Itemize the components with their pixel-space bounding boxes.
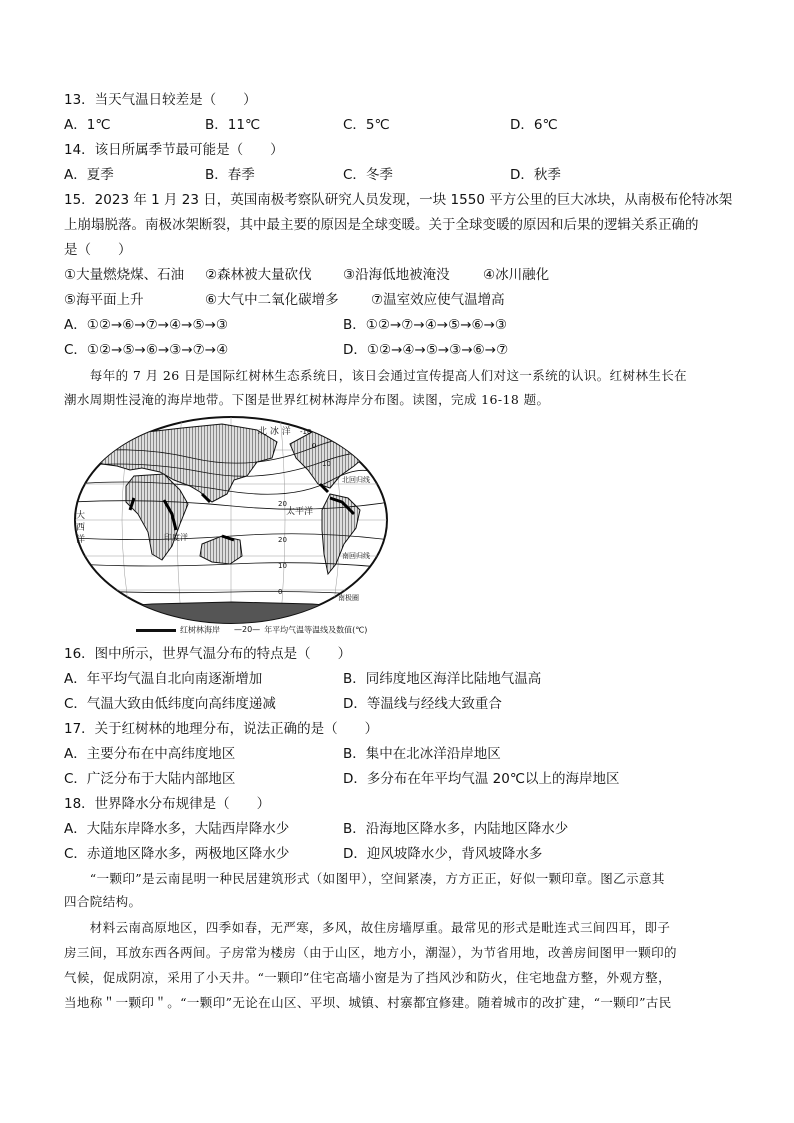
q15-item-5: ⑤海平面上升 xyxy=(64,292,144,308)
label-antarctic-circle: 南极圈 xyxy=(338,594,359,602)
isotherm-value: 0 xyxy=(312,442,317,450)
q17-stem: 17．关于红树林的地理分布，说法正确的是（ ） xyxy=(64,721,379,737)
q15-option-b: B．①②→⑦→④→⑤→⑥→③ xyxy=(343,317,508,333)
world-map-svg xyxy=(72,414,390,626)
q17-option-c: C．广泛分布于大陆内部地区 xyxy=(64,771,236,787)
q13-option-b: B．11℃ xyxy=(205,117,261,133)
label-pacific-ocean: 太平洋 xyxy=(286,507,314,517)
q15-stem-line-2: 上崩塌脱落。南极冰架断裂，其中最主要的原因是全球变暖。关于全球变暖的原因和后果的逻辑关系正确的 xyxy=(64,217,699,233)
legend-isotherm-sample: —20— xyxy=(234,625,261,634)
q18-option-c: C．赤道地区降水多，两极地区降水少 xyxy=(64,846,290,862)
isotherm-value: 0 xyxy=(278,588,283,596)
map-legend xyxy=(136,624,367,637)
q15-item-3: ③沿海低地被淹没 xyxy=(343,267,450,283)
q16-stem: 16．图中所示，世界气温分布的特点是（ ） xyxy=(64,646,352,662)
isotherm-value: 20 xyxy=(278,536,287,544)
mangrove-intro-line-2: 潮水周期性浸淹的海岸地带。下图是世界红树林海岸分布图。读图，完成 16-18 题。 xyxy=(64,392,550,407)
q15-option-c: C．①②→⑤→⑥→③→⑦→④ xyxy=(64,342,229,358)
q18-option-b: B．沿海地区降水多，内陆地区降水少 xyxy=(343,821,569,837)
material-line-2: 房三间，耳放东西各两间。子房常为楼房（由于山区，地方小，潮湿），为节省用地，改善房间图甲一颗印的 xyxy=(64,945,677,960)
material-line-4: 当地称＂一颗印＂。“一颗印”无论在山区、平坝、城镇、村寨都宜修建。随着城市的改扩建，“一颗印”古民 xyxy=(64,995,672,1010)
q16-option-b: B．同纬度地区海洋比陆地气温高 xyxy=(343,671,542,687)
q15-stem-line-1: 15．2023 年 1 月 23 日，英国南极考察队研究人员发现，一块 1550 平方公里的巨大冰块，从南极布伦特冰架 xyxy=(64,192,733,208)
label-indian-ocean: 印度洋 xyxy=(164,533,188,542)
label-atlantic-3: 洋 xyxy=(76,535,86,545)
label-atlantic-1: 大 xyxy=(76,511,86,521)
mangrove-world-map xyxy=(72,414,390,638)
q15-item-4: ④冰川融化 xyxy=(483,267,550,283)
q18-option-d: D．迎风坡降水少，背风坡降水多 xyxy=(343,846,543,862)
q15-stem-line-3: 是（ ） xyxy=(64,242,132,258)
q17-option-b: B．集中在北冰洋沿岸地区 xyxy=(343,746,501,762)
q13-stem: 13．当天气温日较差是（ ） xyxy=(64,92,257,108)
q13-option-d: D．6℃ xyxy=(510,117,558,133)
q15-item-7: ⑦温室效应使气温增高 xyxy=(371,292,505,308)
q16-option-c: C．气温大致由低纬度向高纬度递减 xyxy=(64,696,276,712)
antarctica xyxy=(72,602,390,626)
q14-stem: 14．该日所属季节最可能是（ ） xyxy=(64,142,284,158)
legend-isotherm: 年平均气温等温线及数值(℃) xyxy=(264,625,368,635)
q14-option-c: C．冬季 xyxy=(343,167,393,183)
q18-stem: 18．世界降水分布规律是（ ） xyxy=(64,796,271,812)
q15-item-1: ①大量燃烧煤、石油 xyxy=(64,267,185,283)
isotherm-value: 10 xyxy=(322,460,331,468)
q16-option-a: A．年平均气温自北向南逐渐增加 xyxy=(64,671,263,687)
q15-option-a: A．①②→⑥→⑦→④→⑤→③ xyxy=(64,317,229,333)
label-tropic-capricorn: 南回归线 xyxy=(342,552,370,560)
isotherm-value: 10 xyxy=(278,562,287,570)
q17-option-a: A．主要分布在中高纬度地区 xyxy=(64,746,236,762)
material-line-3: 气候，促成阴凉，采用了小天井。“一颗印”住宅高墙小窗是为了挡风沙和防火，住宅地盘方整，外观方整， xyxy=(64,970,671,985)
q14-option-d: D．秋季 xyxy=(510,167,561,183)
q15-item-2: ②森林被大量砍伐 xyxy=(205,267,312,283)
mangrove-legend-swatch xyxy=(136,629,176,632)
q15-item-6: ⑥大气中二氧化碳增多 xyxy=(205,292,339,308)
label-arctic-ocean: 北 冰 洋 xyxy=(258,427,291,437)
greenland xyxy=(322,418,358,432)
mangrove-intro-line-1: 每年的 7 月 26 日是国际红树林生态系统日，该日会通过宣传提高人们对这一系统的认识。红树林生长在 xyxy=(64,368,688,383)
q18-option-a: A．大陆东岸降水多，大陆西岸降水少 xyxy=(64,821,290,837)
yikeyin-intro-line-2: 四合院结构。 xyxy=(64,894,142,909)
q13-option-a: A．1℃ xyxy=(64,117,111,133)
material-line-1: 材料云南高原地区，四季如春，无严寒，多风，故住房墙厚重。最常见的形式是毗连式三间四耳，即子 xyxy=(64,920,671,935)
label-atlantic-2: 西 xyxy=(76,523,86,533)
q14-option-a: A．夏季 xyxy=(64,167,114,183)
q16-option-d: D．等温线与经线大致重合 xyxy=(343,696,502,712)
legend-mangrove: 红树林海岸 xyxy=(180,625,220,635)
label-tropic-cancer: 北回归线 xyxy=(342,476,370,484)
isotherm-value: -10 xyxy=(300,428,312,436)
q13-option-c: C．5℃ xyxy=(343,117,390,133)
q15-option-d: D．①②→④→⑤→③→⑥→⑦ xyxy=(343,342,509,358)
isotherm-value: 20 xyxy=(278,500,287,508)
q14-option-b: B．春季 xyxy=(205,167,255,183)
yikeyin-intro-line-1: “一颗印”是云南昆明一种民居建筑形式（如图甲），空间紧凑，方方正正，好似一颗印章。图乙示意其 xyxy=(64,871,665,886)
q17-option-d: D．多分布在年平均气温 20℃以上的海岸地区 xyxy=(343,771,620,787)
